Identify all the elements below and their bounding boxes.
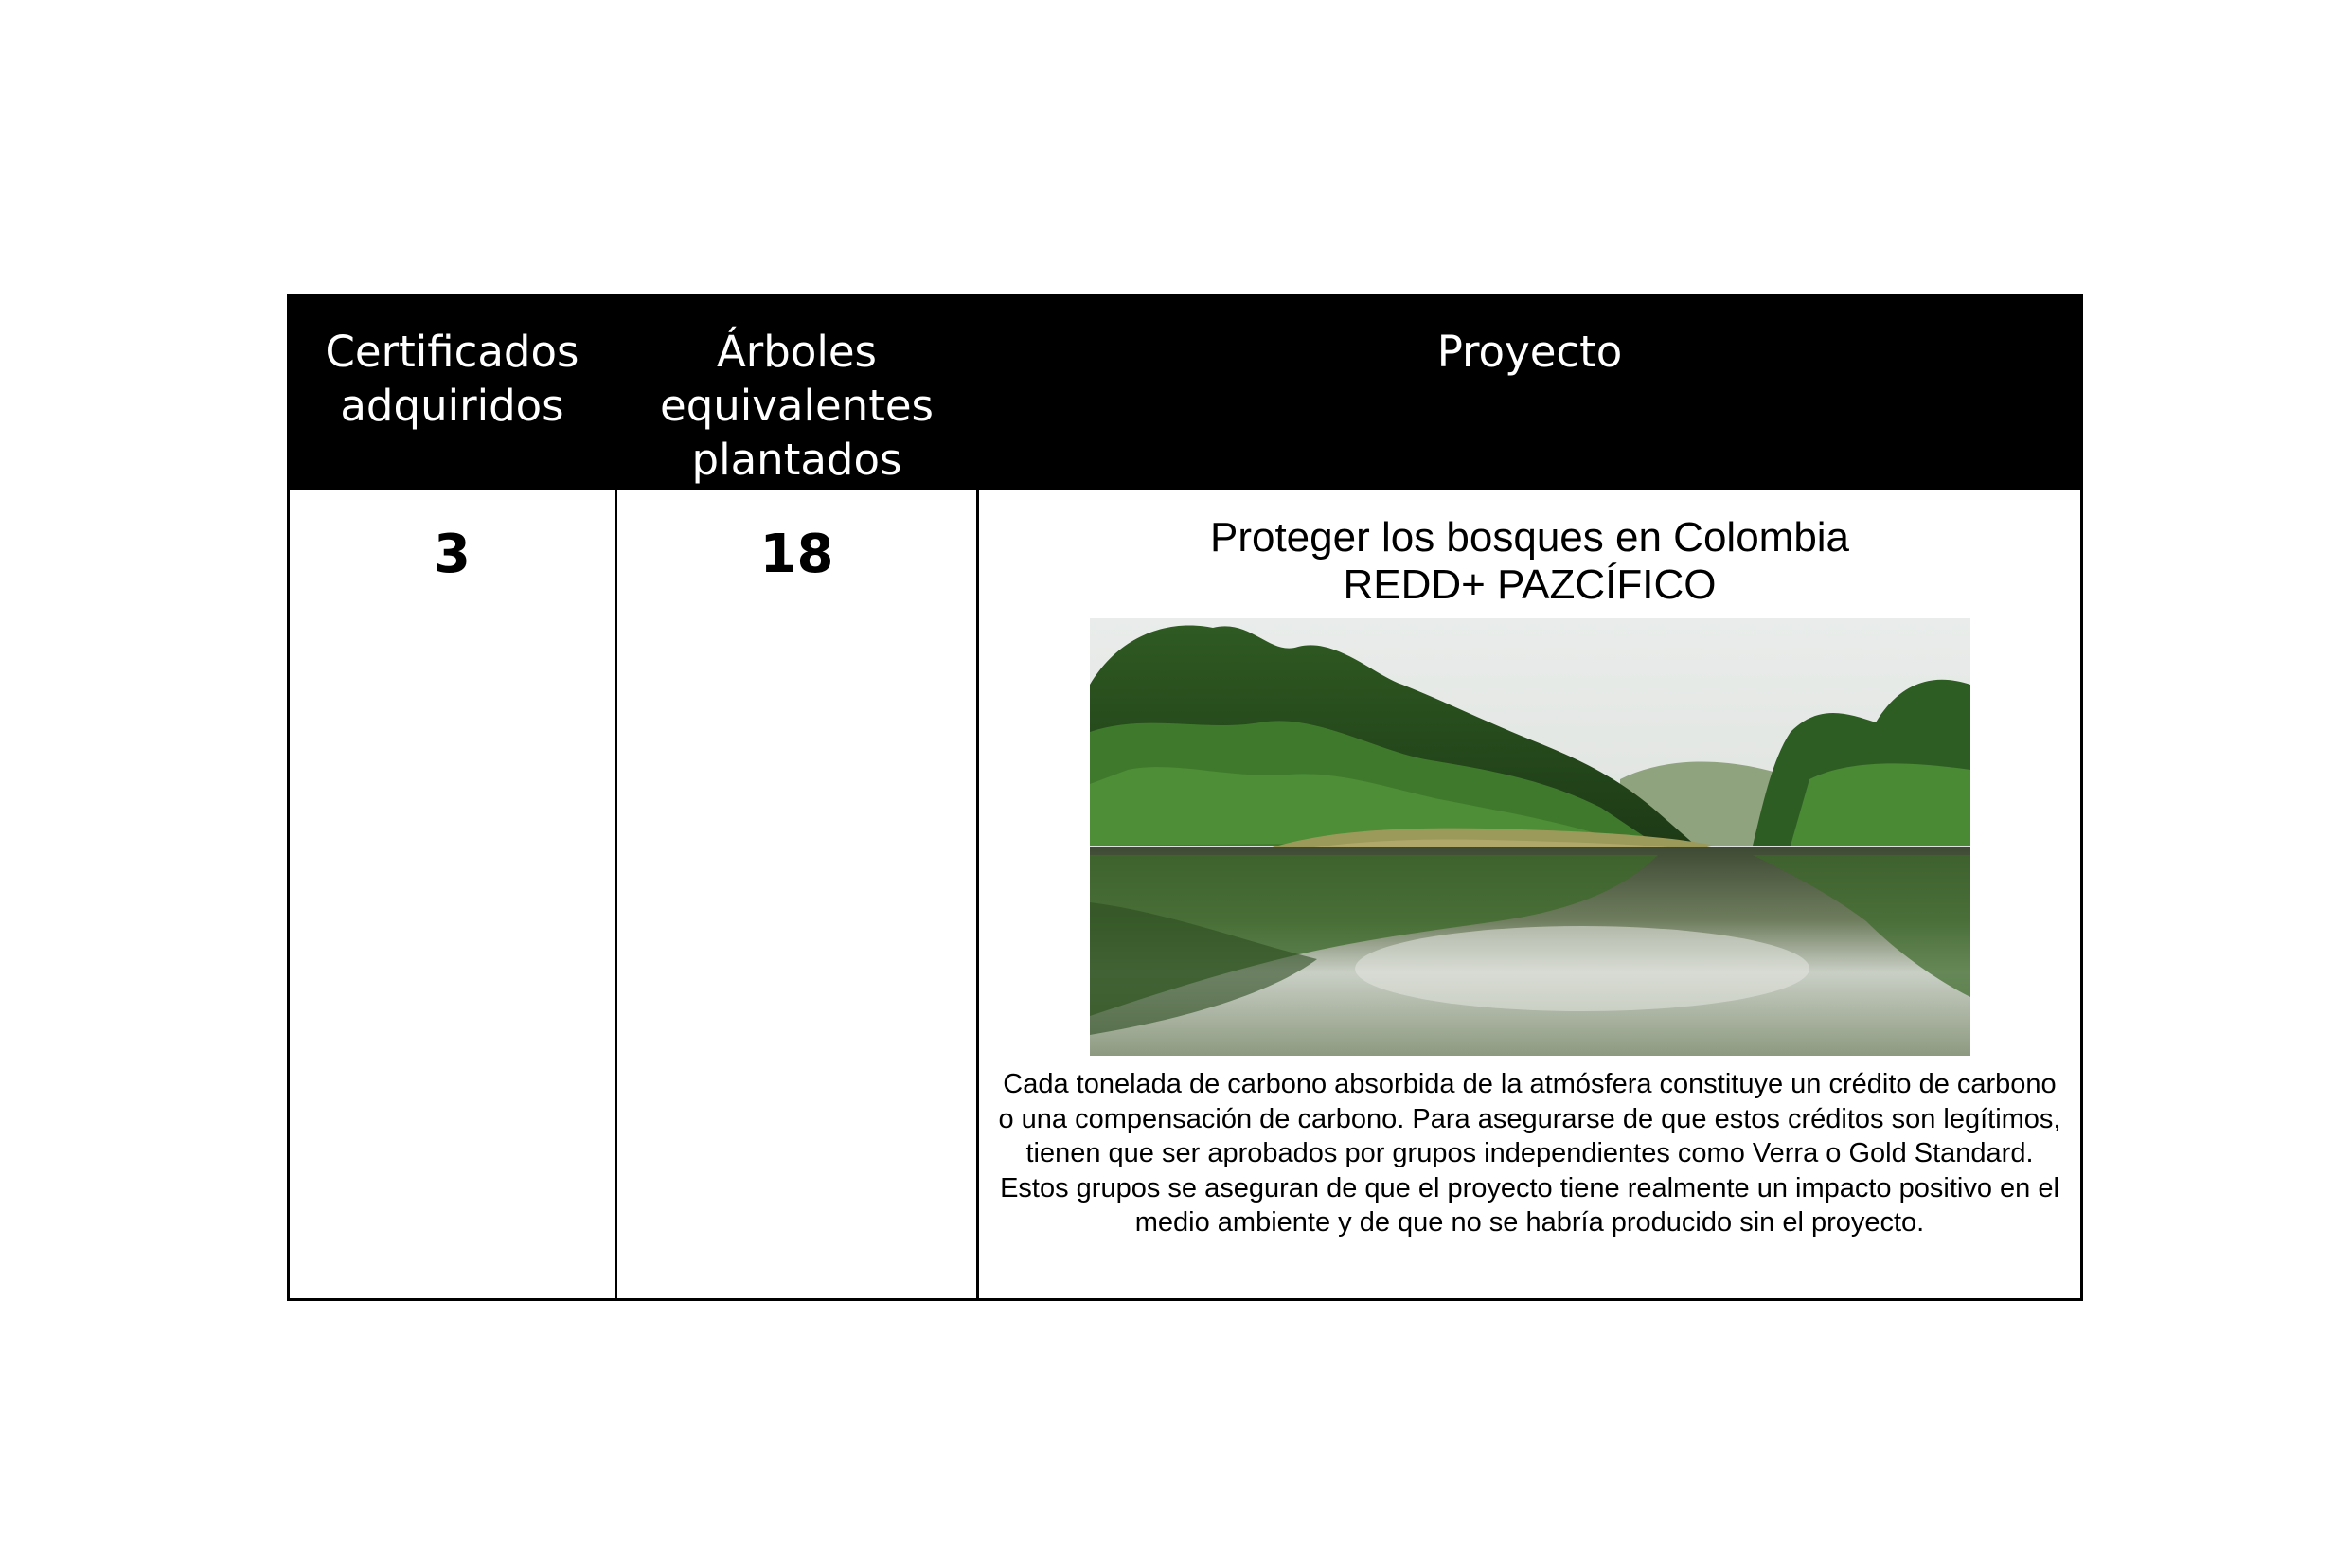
project-title: [979, 514, 2080, 609]
header-certificates: Certificados adquiridos: [289, 295, 616, 489]
project-title-line2: REDD+ PAZCÍFICO: [1343, 561, 1717, 608]
trees-value: 18: [616, 489, 978, 1300]
river-forest-photo: [1090, 618, 1970, 1056]
header-trees: Árboles equivalentes plantados: [616, 295, 978, 489]
table-row: [289, 489, 2082, 1300]
table-header-row: [289, 295, 2082, 489]
project-description: Cada tonelada de carbono absorbida de la atmósfera constituye un crédito de carbono o una compensación de carbono. Para asegurarse de que estos créditos son legítimos, tienen que ser aprobados por grupos independientes como Verra o Gold Standard. Estos grupos se aseguran de que el proyecto tiene realmente un impacto positivo en el medio ambiente y de que no se habría producido sin el proyecto.: [998, 1069, 2061, 1238]
project-title-line1: Proteger los bosques en Colombia: [1209, 514, 1850, 561]
header-project: Proyecto: [978, 295, 2082, 489]
certificates-table: [287, 294, 2083, 1301]
certificates-value: 3: [289, 489, 616, 1300]
project-cell: [978, 489, 2082, 1300]
